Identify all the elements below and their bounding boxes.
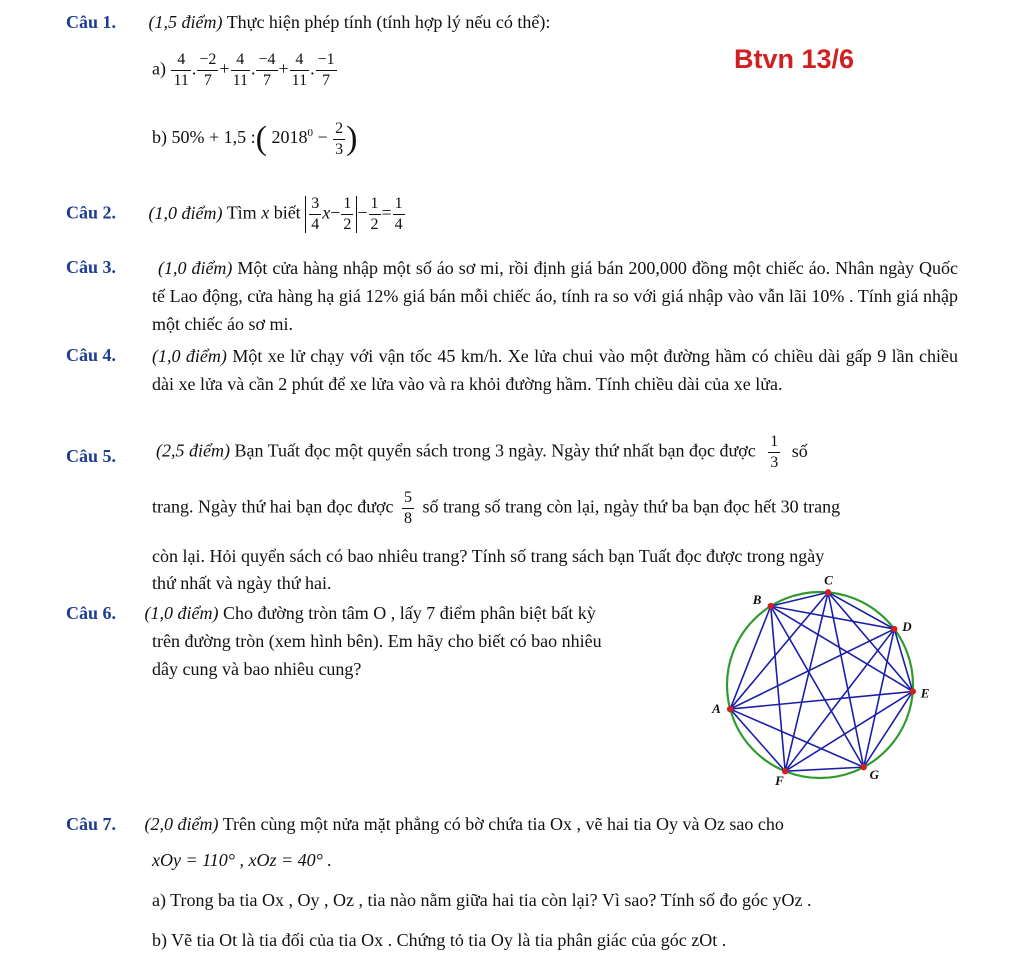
q1-b-exp: 0 (307, 127, 313, 140)
fraction: $\frac{1}{4}$ (394, 195, 403, 233)
point-label-c: C (824, 572, 833, 588)
q3-points: (1,0 điểm) (158, 258, 233, 278)
q5-label: Câu 5. (66, 446, 117, 466)
q6-line1: Cho đường tròn tâm O , lấy 7 điểm phân biệt bất kỳ (223, 603, 596, 623)
point-b (768, 603, 774, 609)
q1-text: Thực hiện phép tính (tính hợp lý nếu có thể): (226, 12, 551, 32)
point-g (860, 764, 866, 770)
q1-a-label: a) (152, 58, 166, 79)
q6-points: (1,0 điểm) (144, 603, 219, 623)
q6-row1 (66, 603, 596, 624)
q5-label-row (66, 446, 116, 467)
q2-text: Tìm (226, 202, 257, 223)
chord (730, 606, 771, 709)
point-c (825, 589, 831, 595)
q6-line3: dây cung và bao nhiêu cung? (152, 659, 362, 679)
fraction: $\frac{-1}{7}$ (317, 51, 335, 89)
chord (785, 767, 863, 771)
q1-label: Câu 1. (66, 12, 117, 32)
q2-var: x (261, 202, 270, 223)
q1-b-label: b) (152, 127, 167, 148)
q4-label-row (66, 345, 116, 366)
q1-b-minus: − (317, 127, 328, 148)
chord (730, 709, 785, 771)
q4-label: Câu 4. (66, 345, 117, 365)
q3-body (152, 254, 958, 338)
q5-line3: còn lại. Hỏi quyển sách có bao nhiêu trang? Tính số trang sách bạn Tuất đọc được trong ngày (152, 546, 825, 566)
fraction: $\frac{-4}{7}$ (258, 51, 276, 89)
q2: Câu 2. (1,0 điểm) Tìm x biết $\frac{3}{4}$ x− $\frac{1}{2}$ − $\frac{1}{2}$ = $\frac{1}{4}$ (66, 195, 403, 233)
q1-b-prefix: 50% + 1,5 : (171, 127, 256, 148)
q7-label: Câu 7. (66, 814, 117, 834)
q3-label: Câu 3. (66, 257, 117, 277)
fraction: $\frac{-2}{7}$ (199, 51, 217, 89)
q7-part-a: a) Trong ba tia Ox , Oy , Oz , tia nào nằm giữa hai tia còn lại? Vì sao? Tính số đo góc yOz . (152, 890, 812, 910)
q1 (66, 12, 550, 33)
q5-line2-end: số trang số trang còn lại, ngày thứ ba bạn đọc hết 30 trang (422, 496, 841, 517)
q6-label: Câu 6. (66, 603, 117, 623)
fraction: $\frac{5}{8}$ (403, 489, 412, 527)
fraction: $\frac{4}{11}$ (291, 51, 308, 89)
point-label-f: F (775, 773, 784, 789)
chord (785, 691, 913, 771)
q5-points: (2,5 điểm) (156, 440, 230, 461)
q3-text: Một cửa hàng nhập một số áo sơ mi, rồi định giá bán 200,000 đồng một chiếc áo. Nhân ngày Quốc tế Lao động, cửa hàng hạ giá 12% giá bán mỗi chiếc áo, tính ra so với giá nhập vào vẫn lãi 10% . Tính giá nhập một chiếc áo sơ mi. (152, 258, 958, 334)
q2-label: Câu 2. (66, 202, 117, 223)
circle-figure (710, 572, 930, 790)
q7-row1 (66, 814, 784, 835)
abs-value: $\frac{3}{4}$ x− $\frac{1}{2}$ (305, 196, 357, 233)
fraction: $\frac{2}{3}$ (335, 119, 344, 158)
q5-line2 (152, 490, 840, 527)
point-label-a: A (712, 701, 721, 717)
fraction: $\frac{4}{11}$ (173, 51, 189, 89)
q5-line1-text: Bạn Tuất đọc một quyển sách trong 3 ngày. Ngày thứ nhất bạn đọc được (234, 440, 756, 461)
point-label-e: E (920, 685, 930, 701)
q2-text2: biết (273, 202, 301, 223)
q1-part-a: a) $\frac{4}{11}$ . $\frac{-2}{7}$ + $\frac{4}{11}$ . $\frac{-4}{7}$ + $\frac{4}{11}$ . $\frac{-1}{7}$ (152, 51, 335, 89)
q5-line1 (156, 434, 962, 471)
q7-points: (2,0 điểm) (144, 814, 219, 834)
q2-points: (1,0 điểm) (148, 202, 223, 223)
fraction: $\frac{1}{3}$ (770, 433, 779, 471)
q1-part-b: b) 50% + 1,5 :( 2018$^0$ − $\frac{2}{3}$ ) (152, 119, 358, 158)
point-label-g: G (869, 767, 880, 783)
q1-b-year: 2018 (271, 127, 308, 148)
point-d (891, 626, 897, 632)
q6-line2: trên đường tròn (xem hình bên). Em hãy cho biết có bao nhiêu (152, 631, 602, 651)
point-label-b: B (752, 592, 762, 608)
title-badge: Btvn 13/6 (734, 44, 855, 74)
q5-line4: thứ nhất và ngày thứ hai. (152, 573, 332, 593)
point-label-d: D (902, 619, 912, 635)
q3-label-row (66, 257, 116, 278)
fraction: $\frac{4}{11}$ (232, 51, 248, 89)
q5-line1-end: số (791, 440, 808, 461)
fraction: $\frac{1}{2}$ (370, 195, 379, 233)
chord (730, 709, 863, 767)
q4-body (152, 342, 958, 398)
q4-points: (1,0 điểm) (152, 346, 227, 366)
q5-line2-start: trang. Ngày thứ hai bạn đọc được (152, 496, 394, 517)
q7-line2: xOy = 110° , xOz = 40° . (152, 850, 332, 870)
q7-line1: Trên cùng một nửa mặt phẳng có bờ chứa tia Ox , vẽ hai tia Oy và Oz sao cho (222, 814, 784, 834)
q7-part-b: b) Vẽ tia Ot là tia đối của tia Ox . Chứng tỏ tia Oy là tia phân giác của góc zOt . (152, 930, 727, 950)
point-e (910, 688, 916, 694)
point-a (727, 706, 733, 712)
q4-text: Một xe lử chạy với vận tốc 45 km/h. Xe lửa chui vào một đường hầm có chiều dài gấp 9 lần chiều dài xe lửa và cần 2 phút để xe lửa vào và ra khỏi đường hầm. Tính chiều dài của xe lửa. (152, 346, 958, 394)
chord (864, 691, 913, 767)
q1-points: (1,5 điểm) (148, 12, 223, 32)
